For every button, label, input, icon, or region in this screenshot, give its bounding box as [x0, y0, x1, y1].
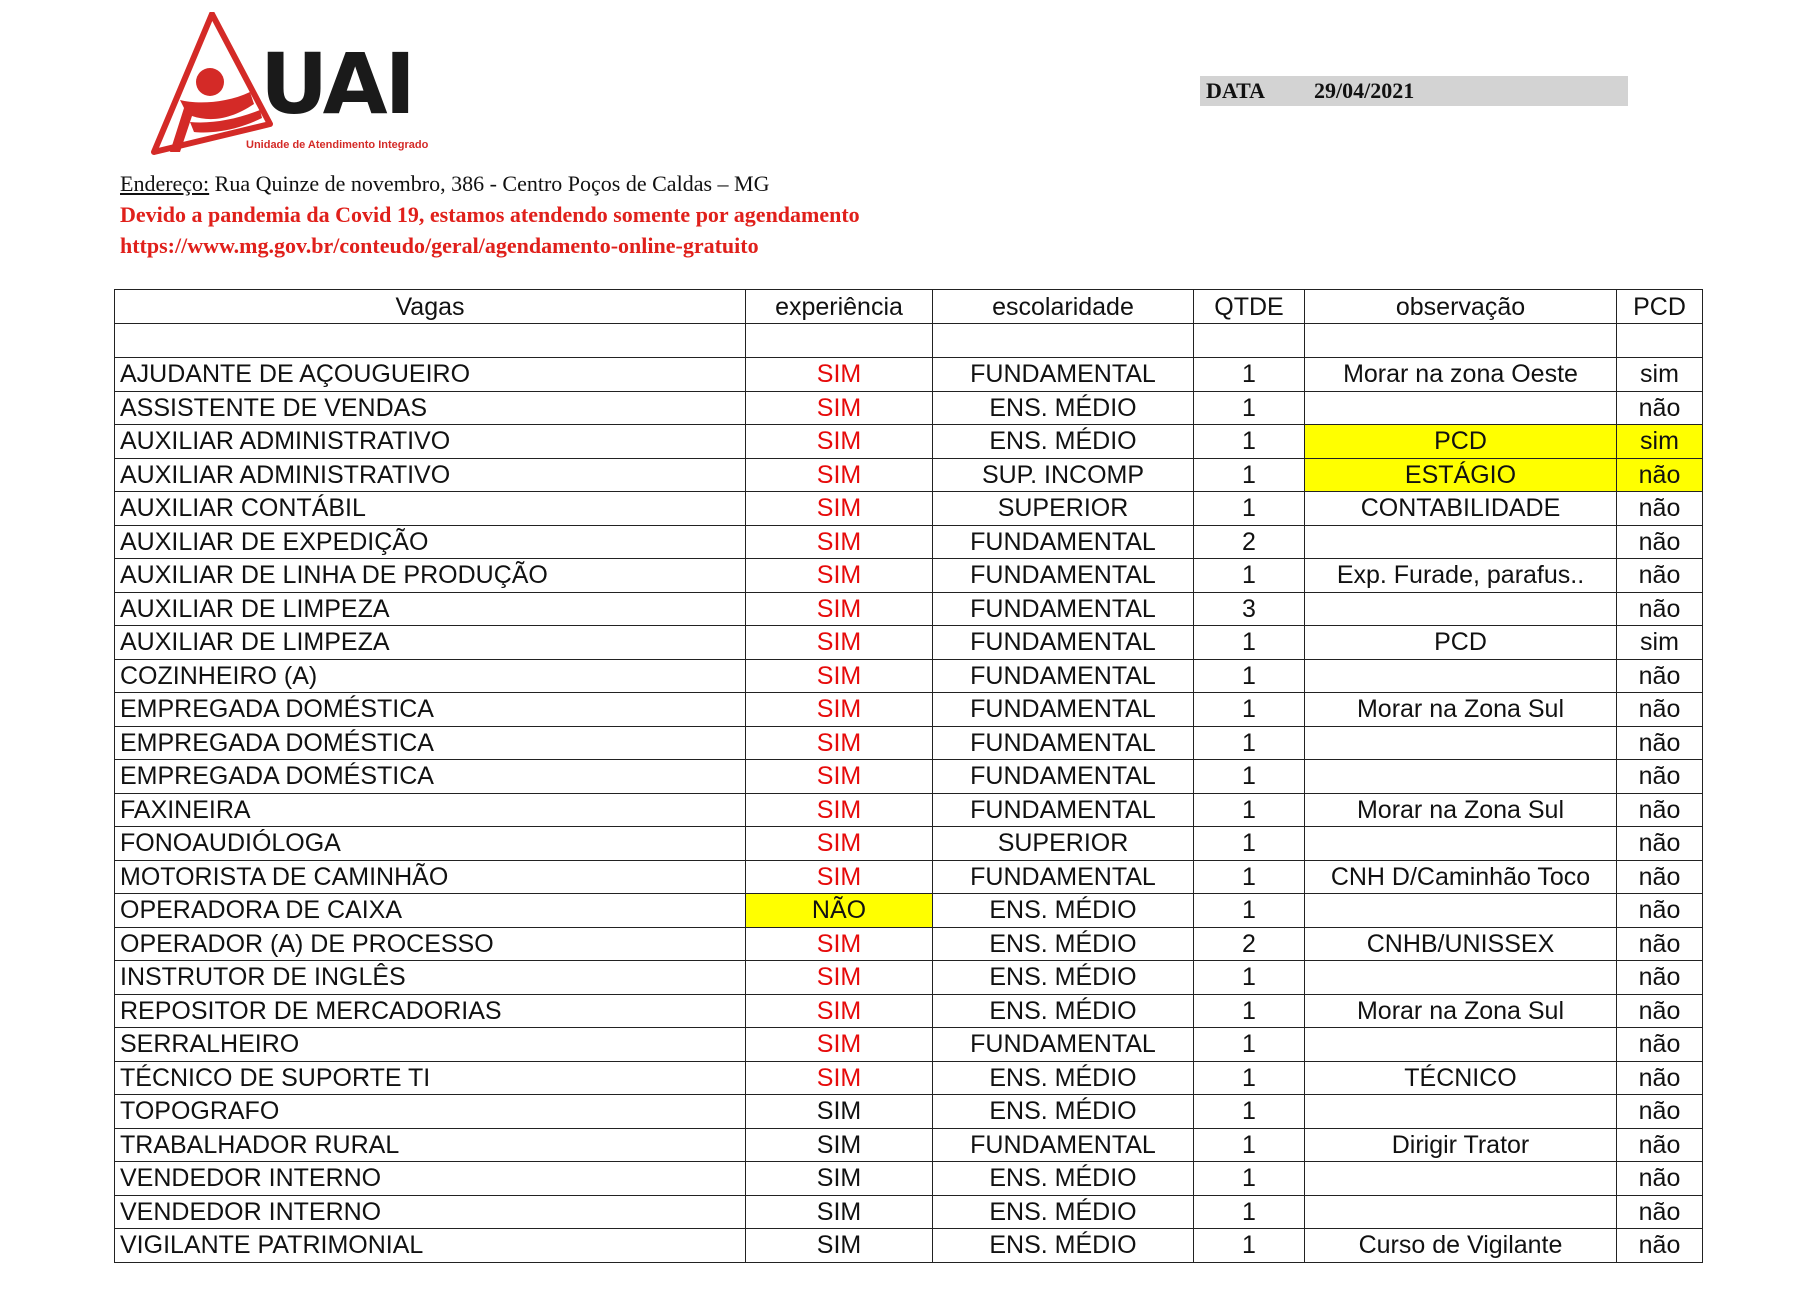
cell-qtde: 3	[1194, 592, 1305, 626]
cell-experiencia: SIM	[746, 492, 933, 526]
cell-escolaridade: ENS. MÉDIO	[933, 1061, 1194, 1095]
cell-escolaridade: SUPERIOR	[933, 492, 1194, 526]
cell-qtde: 1	[1194, 492, 1305, 526]
cell-vaga: EMPREGADA DOMÉSTICA	[115, 693, 746, 727]
cell-pcd: não	[1617, 994, 1703, 1028]
cell-experiencia: SIM	[746, 693, 933, 727]
spacer-cell	[933, 324, 1194, 358]
cell-observacao: ESTÁGIO	[1305, 458, 1617, 492]
table-row	[115, 726, 1703, 760]
spacer-cell	[1617, 324, 1703, 358]
cell-pcd: não	[1617, 391, 1703, 425]
cell-pcd: não	[1617, 592, 1703, 626]
cell-pcd: não	[1617, 492, 1703, 526]
cell-vaga: INSTRUTOR DE INGLÊS	[115, 961, 746, 995]
table-row	[115, 525, 1703, 559]
notice-text: Devido a pandemia da Covid 19, estamos atendendo somente por agendamento	[120, 202, 860, 227]
address-line	[120, 168, 860, 199]
cell-escolaridade: ENS. MÉDIO	[933, 1195, 1194, 1229]
cell-escolaridade: ENS. MÉDIO	[933, 1229, 1194, 1263]
cell-pcd: não	[1617, 525, 1703, 559]
cell-pcd: não	[1617, 793, 1703, 827]
cell-pcd: não	[1617, 894, 1703, 928]
cell-observacao	[1305, 659, 1617, 693]
cell-qtde: 1	[1194, 1061, 1305, 1095]
table-row	[115, 1195, 1703, 1229]
cell-escolaridade: ENS. MÉDIO	[933, 961, 1194, 995]
cell-experiencia: SIM	[746, 927, 933, 961]
logo-wordmark: UAI	[260, 35, 413, 133]
cell-observacao: CNHB/UNISSEX	[1305, 927, 1617, 961]
cell-qtde: 1	[1194, 793, 1305, 827]
cell-observacao	[1305, 760, 1617, 794]
cell-qtde: 1	[1194, 1128, 1305, 1162]
header-vagas: Vagas	[115, 290, 746, 324]
cell-observacao: Morar na Zona Sul	[1305, 994, 1617, 1028]
cell-qtde: 1	[1194, 726, 1305, 760]
cell-qtde: 1	[1194, 1195, 1305, 1229]
cell-escolaridade: ENS. MÉDIO	[933, 425, 1194, 459]
cell-pcd: não	[1617, 961, 1703, 995]
date-value: 29/04/2021	[1314, 78, 1415, 103]
cell-qtde: 1	[1194, 961, 1305, 995]
cell-escolaridade: FUNDAMENTAL	[933, 693, 1194, 727]
cell-escolaridade: ENS. MÉDIO	[933, 1162, 1194, 1196]
cell-vaga: VENDEDOR INTERNO	[115, 1162, 746, 1196]
cell-escolaridade: ENS. MÉDIO	[933, 927, 1194, 961]
cell-qtde: 1	[1194, 1162, 1305, 1196]
cell-qtde: 1	[1194, 1095, 1305, 1129]
cell-qtde: 2	[1194, 927, 1305, 961]
cell-experiencia: SIM	[746, 760, 933, 794]
cell-vaga: TOPOGRAFO	[115, 1095, 746, 1129]
cell-vaga: AUXILIAR DE LIMPEZA	[115, 592, 746, 626]
table-row	[115, 425, 1703, 459]
cell-qtde: 1	[1194, 559, 1305, 593]
address-label: Endereço:	[120, 171, 210, 196]
cell-pcd: não	[1617, 559, 1703, 593]
cell-vaga: REPOSITOR DE MERCADORIAS	[115, 994, 746, 1028]
cell-qtde: 1	[1194, 693, 1305, 727]
cell-experiencia: SIM	[746, 726, 933, 760]
table-row	[115, 659, 1703, 693]
cell-qtde: 1	[1194, 894, 1305, 928]
cell-vaga: AUXILIAR DE LINHA DE PRODUÇÃO	[115, 559, 746, 593]
cell-observacao: Curso de Vigilante	[1305, 1229, 1617, 1263]
cell-experiencia: SIM	[746, 659, 933, 693]
cell-experiencia: SIM	[746, 358, 933, 392]
cell-pcd: não	[1617, 659, 1703, 693]
spacer-cell	[746, 324, 933, 358]
cell-vaga: EMPREGADA DOMÉSTICA	[115, 726, 746, 760]
cell-qtde: 1	[1194, 358, 1305, 392]
cell-observacao: Morar na Zona Sul	[1305, 693, 1617, 727]
cell-qtde: 1	[1194, 425, 1305, 459]
cell-pcd: não	[1617, 1061, 1703, 1095]
cell-vaga: AUXILIAR ADMINISTRATIVO	[115, 458, 746, 492]
table-row	[115, 1128, 1703, 1162]
table-row	[115, 592, 1703, 626]
cell-experiencia: SIM	[746, 559, 933, 593]
header-observacao: observação	[1305, 290, 1617, 324]
cell-vaga: VENDEDOR INTERNO	[115, 1195, 746, 1229]
cell-pcd: não	[1617, 1229, 1703, 1263]
cell-qtde: 2	[1194, 525, 1305, 559]
table-row	[115, 994, 1703, 1028]
cell-observacao: Exp. Furade, parafus..	[1305, 559, 1617, 593]
table-row	[115, 1162, 1703, 1196]
cell-qtde: 1	[1194, 458, 1305, 492]
logo-subtitle: Unidade de Atendimento Integrado	[246, 139, 429, 151]
cell-escolaridade: FUNDAMENTAL	[933, 1128, 1194, 1162]
table-row	[115, 760, 1703, 794]
cell-qtde: 1	[1194, 391, 1305, 425]
cell-qtde: 1	[1194, 760, 1305, 794]
cell-pcd: não	[1617, 1028, 1703, 1062]
cell-observacao: Dirigir Trator	[1305, 1128, 1617, 1162]
table-row	[115, 894, 1703, 928]
address-text: Rua Quinze de novembro, 386 - Centro Poços de Caldas – MG	[209, 171, 770, 196]
spacer-cell	[115, 324, 746, 358]
cell-experiencia: SIM	[746, 458, 933, 492]
header-escolaridade: escolaridade	[933, 290, 1194, 324]
cell-observacao	[1305, 827, 1617, 861]
uai-logo	[150, 12, 429, 162]
table-row	[115, 1061, 1703, 1095]
cell-vaga: OPERADORA DE CAIXA	[115, 894, 746, 928]
table-row	[115, 793, 1703, 827]
table-row	[115, 626, 1703, 660]
cell-pcd: não	[1617, 1195, 1703, 1229]
header-qtde: QTDE	[1194, 290, 1305, 324]
cell-experiencia: SIM	[746, 391, 933, 425]
table-row	[115, 1028, 1703, 1062]
cell-experiencia: SIM	[746, 1061, 933, 1095]
cell-pcd: não	[1617, 760, 1703, 794]
cell-escolaridade: ENS. MÉDIO	[933, 1095, 1194, 1129]
cell-escolaridade: SUP. INCOMP	[933, 458, 1194, 492]
cell-qtde: 1	[1194, 860, 1305, 894]
jobs-table	[114, 289, 1703, 1263]
cell-pcd: sim	[1617, 425, 1703, 459]
date-box	[1200, 76, 1628, 106]
cell-observacao: PCD	[1305, 425, 1617, 459]
info-block	[120, 168, 860, 261]
cell-escolaridade: FUNDAMENTAL	[933, 860, 1194, 894]
cell-experiencia: SIM	[746, 961, 933, 995]
table-row	[115, 391, 1703, 425]
cell-experiencia: SIM	[746, 994, 933, 1028]
cell-vaga: AUXILIAR ADMINISTRATIVO	[115, 425, 746, 459]
header-experiencia: experiência	[746, 290, 933, 324]
cell-experiencia: SIM	[746, 1095, 933, 1129]
table-row	[115, 693, 1703, 727]
date-label: DATA	[1206, 78, 1266, 103]
cell-vaga: SERRALHEIRO	[115, 1028, 746, 1062]
cell-experiencia: NÃO	[746, 894, 933, 928]
cell-qtde: 1	[1194, 1028, 1305, 1062]
cell-observacao	[1305, 894, 1617, 928]
cell-vaga: FONOAUDIÓLOGA	[115, 827, 746, 861]
table-row	[115, 1095, 1703, 1129]
cell-vaga: TÉCNICO DE SUPORTE TI	[115, 1061, 746, 1095]
cell-experiencia: SIM	[746, 1128, 933, 1162]
table-spacer-row	[115, 324, 1703, 358]
cell-qtde: 1	[1194, 626, 1305, 660]
cell-pcd: não	[1617, 1095, 1703, 1129]
cell-vaga: VIGILANTE PATRIMONIAL	[115, 1229, 746, 1263]
cell-observacao: PCD	[1305, 626, 1617, 660]
cell-qtde: 1	[1194, 994, 1305, 1028]
booking-link[interactable]: https://www.mg.gov.br/conteudo/geral/agendamento-online-gratuito	[120, 233, 759, 258]
spacer-cell	[1305, 324, 1617, 358]
cell-observacao	[1305, 1095, 1617, 1129]
cell-escolaridade: FUNDAMENTAL	[933, 592, 1194, 626]
cell-experiencia: SIM	[746, 592, 933, 626]
cell-observacao	[1305, 391, 1617, 425]
table-row	[115, 860, 1703, 894]
table-row	[115, 559, 1703, 593]
cell-vaga: AUXILIAR DE LIMPEZA	[115, 626, 746, 660]
cell-pcd: não	[1617, 1162, 1703, 1196]
table-row	[115, 458, 1703, 492]
cell-observacao: Morar na Zona Sul	[1305, 793, 1617, 827]
cell-escolaridade: FUNDAMENTAL	[933, 726, 1194, 760]
cell-escolaridade: FUNDAMENTAL	[933, 358, 1194, 392]
cell-vaga: AJUDANTE DE AÇOUGUEIRO	[115, 358, 746, 392]
cell-escolaridade: SUPERIOR	[933, 827, 1194, 861]
cell-pcd: não	[1617, 458, 1703, 492]
cell-experiencia: SIM	[746, 860, 933, 894]
cell-vaga: FAXINEIRA	[115, 793, 746, 827]
cell-experiencia: SIM	[746, 827, 933, 861]
cell-pcd: sim	[1617, 358, 1703, 392]
cell-pcd: não	[1617, 827, 1703, 861]
cell-observacao	[1305, 592, 1617, 626]
cell-escolaridade: ENS. MÉDIO	[933, 391, 1194, 425]
cell-observacao	[1305, 1162, 1617, 1196]
cell-escolaridade: FUNDAMENTAL	[933, 793, 1194, 827]
cell-pcd: não	[1617, 693, 1703, 727]
cell-vaga: EMPREGADA DOMÉSTICA	[115, 760, 746, 794]
cell-qtde: 1	[1194, 827, 1305, 861]
cell-observacao	[1305, 1028, 1617, 1062]
cell-qtde: 1	[1194, 1229, 1305, 1263]
table-row	[115, 827, 1703, 861]
cell-observacao: CNH D/Caminhão Toco	[1305, 860, 1617, 894]
cell-vaga: AUXILIAR DE EXPEDIÇÃO	[115, 525, 746, 559]
cell-escolaridade: FUNDAMENTAL	[933, 559, 1194, 593]
table-row	[115, 358, 1703, 392]
table-header-row	[115, 290, 1703, 324]
cell-observacao	[1305, 726, 1617, 760]
cell-experiencia: SIM	[746, 793, 933, 827]
cell-vaga: ASSISTENTE DE VENDAS	[115, 391, 746, 425]
cell-observacao: Morar na zona Oeste	[1305, 358, 1617, 392]
cell-escolaridade: FUNDAMENTAL	[933, 659, 1194, 693]
table-row	[115, 492, 1703, 526]
cell-observacao: CONTABILIDADE	[1305, 492, 1617, 526]
cell-experiencia: SIM	[746, 1162, 933, 1196]
spacer-cell	[1194, 324, 1305, 358]
cell-observacao	[1305, 525, 1617, 559]
cell-escolaridade: FUNDAMENTAL	[933, 525, 1194, 559]
cell-vaga: COZINHEIRO (A)	[115, 659, 746, 693]
cell-experiencia: SIM	[746, 425, 933, 459]
cell-experiencia: SIM	[746, 1229, 933, 1263]
cell-escolaridade: FUNDAMENTAL	[933, 626, 1194, 660]
cell-escolaridade: ENS. MÉDIO	[933, 894, 1194, 928]
table-row	[115, 1229, 1703, 1263]
cell-vaga: OPERADOR (A) DE PROCESSO	[115, 927, 746, 961]
cell-vaga: MOTORISTA DE CAMINHÃO	[115, 860, 746, 894]
cell-qtde: 1	[1194, 659, 1305, 693]
cell-pcd: sim	[1617, 626, 1703, 660]
cell-escolaridade: FUNDAMENTAL	[933, 1028, 1194, 1062]
cell-observacao: TÉCNICO	[1305, 1061, 1617, 1095]
cell-experiencia: SIM	[746, 626, 933, 660]
cell-pcd: não	[1617, 726, 1703, 760]
table-row	[115, 961, 1703, 995]
cell-experiencia: SIM	[746, 525, 933, 559]
table-row	[115, 927, 1703, 961]
cell-escolaridade: ENS. MÉDIO	[933, 994, 1194, 1028]
cell-pcd: não	[1617, 1128, 1703, 1162]
cell-vaga: AUXILIAR CONTÁBIL	[115, 492, 746, 526]
cell-experiencia: SIM	[746, 1195, 933, 1229]
cell-observacao	[1305, 961, 1617, 995]
cell-vaga: TRABALHADOR RURAL	[115, 1128, 746, 1162]
cell-pcd: não	[1617, 927, 1703, 961]
cell-pcd: não	[1617, 860, 1703, 894]
header-pcd: PCD	[1617, 290, 1703, 324]
cell-escolaridade: FUNDAMENTAL	[933, 760, 1194, 794]
cell-experiencia: SIM	[746, 1028, 933, 1062]
cell-observacao	[1305, 1195, 1617, 1229]
